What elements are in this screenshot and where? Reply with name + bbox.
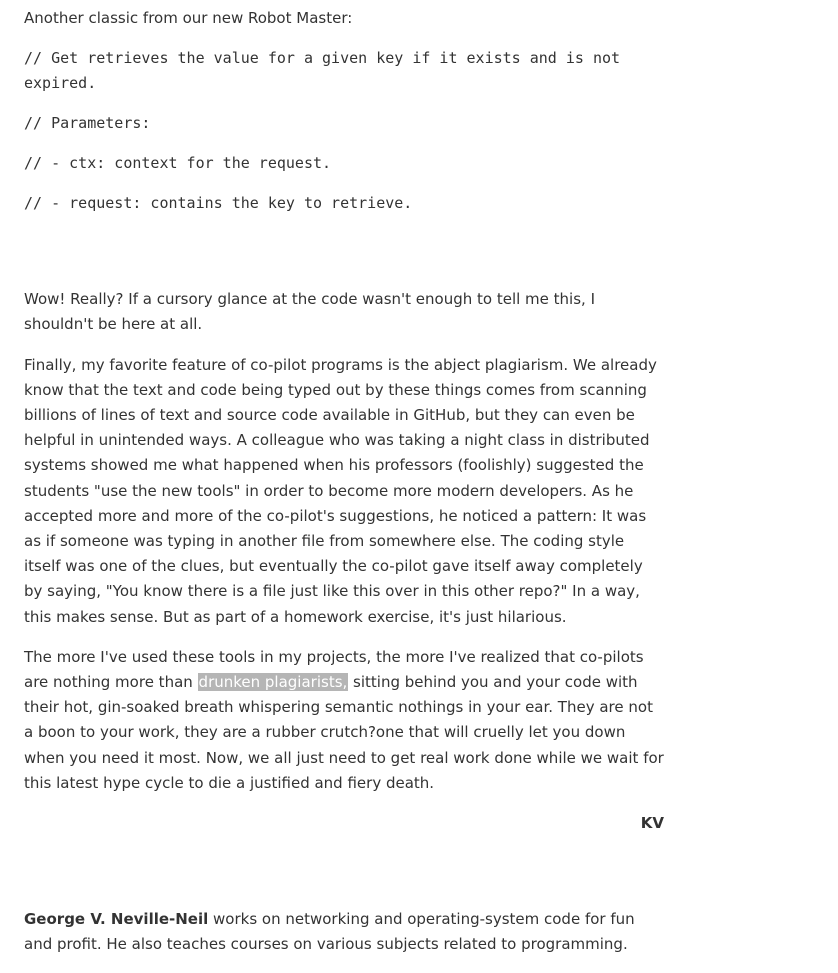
code-line: // - ctx: context for the request. <box>24 154 332 173</box>
author-name: George V. Neville-Neil <box>24 910 209 929</box>
paragraph-final-before: The more I've used these tools in my projects, the more I've realized that co-pilots are nothing more than <box>24 647 644 692</box>
spacer <box>24 851 664 907</box>
code-block <box>24 46 664 216</box>
spacer <box>24 231 664 287</box>
code-line: // - request: contains the key to retrieve. <box>24 194 413 213</box>
paragraph-wow: Wow! Really? If a cursory glance at the code wasn't enough to tell me this, I shouldn't be here at all. <box>24 290 595 334</box>
author-bio-text: works on networking and operating-system code for fun and profit. He also teaches courses on various subjects related to programming. <box>24 910 635 954</box>
paragraph-plagiarism: Finally, my favorite feature of co-pilot programs is the abject plagiarism. We already know that the text and code being typed out by these things comes from scanning billions of lines of text and source code available in GitHub, but they can even be helpful in unintended ways. A colleague who was taking a night class in distributed systems showed me what happened when his professors (foolishly) suggested the students "use the new tools" in order to become more modern developers. As he accepted more and more of the co-pilot's suggestions, he noticed a pattern: It was as if someone was typing in another file from somewhere else. The coding style itself was one of the clues, but eventually the co-pilot gave itself away completely by saying, "You know there is a file just like this over in this other repo?" In a way, this makes sense. But as part of a homework exercise, it's just hilarious. <box>24 355 657 626</box>
author-signature: KV <box>640 814 664 833</box>
paragraph-final-after: sitting behind you and your code with their hot, gin-soaked breath whispering semantic nothings in your ear. They are not a boon to your work, they are a rubber crutch?one that will cruelly let you down when you need it most. Now, we all just need to get real work done while we wait for this latest hype cycle to die a justified and fiery death. <box>24 673 664 792</box>
intro-paragraph: Another classic from our new Robot Master: <box>24 9 353 27</box>
code-line: // Get retrieves the value for a given key if it exists and is not expired. <box>24 49 630 93</box>
highlighted-text[interactable]: drunken plagiarists, <box>198 673 348 692</box>
article-body <box>24 6 664 973</box>
code-line: // Parameters: <box>24 114 151 133</box>
paragraph-final <box>24 645 664 796</box>
author-bio <box>24 907 664 957</box>
